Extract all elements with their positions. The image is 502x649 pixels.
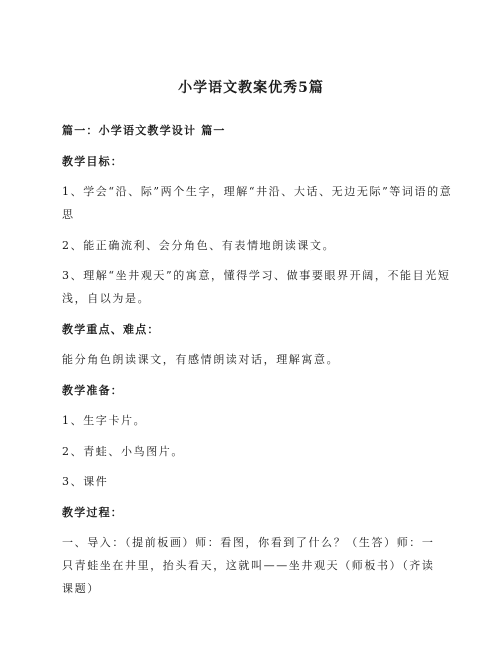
document-title: 小学语文教案优秀5篇 <box>178 80 324 96</box>
process-heading: 教学过程： <box>62 506 123 519</box>
objective-1-line-1: 1、学会“沿、际”两个生字，理解“井沿、大话、无边无际”等词语的意 <box>62 185 453 198</box>
preparation-item-2: 2、青蛙、小鸟图片。 <box>62 445 184 458</box>
key-points-heading: 教学重点、难点： <box>62 323 160 336</box>
process-1-line-3: 课题） <box>62 582 100 595</box>
objective-2: 2、能正确流利、会分角色、有表情地朗读课文。 <box>62 239 336 252</box>
objective-3-line-1: 3、理解“坐井观天”的寓意，懂得学习、做事要眼界开阔，不能目光短 <box>62 269 451 282</box>
process-1-line-2: 只青蛙坐在井里，抬头看天，这就叫——坐井观天（师板书）（齐读 <box>62 559 435 572</box>
objective-3-line-2: 浅，自以为是。 <box>62 292 151 305</box>
section-heading: 篇一：小学语文教学设计 篇一 <box>62 124 226 137</box>
preparation-heading: 教学准备： <box>62 384 123 397</box>
preparation-item-3: 3、课件 <box>62 475 109 488</box>
preparation-item-1: 1、生字卡片。 <box>62 414 147 427</box>
key-points-text: 能分角色朗读课文，有感情朗读对话，理解寓意。 <box>62 353 340 366</box>
process-1-line-1: 一、导入：（提前板画）师：看图，你看到了什么？（生答）师：一 <box>62 536 435 549</box>
objective-1-line-2: 思 <box>62 208 75 221</box>
objectives-heading: 教学目标： <box>62 155 123 168</box>
